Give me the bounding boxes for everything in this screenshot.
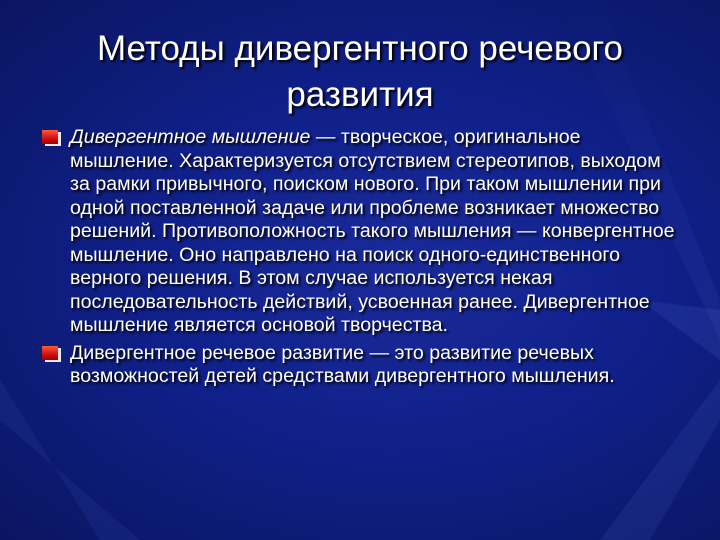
- bullet-square-icon: [42, 346, 58, 360]
- bullet-item-divergent-thinking: [42, 126, 682, 338]
- bullet-term: Дивергентное мышление: [70, 126, 311, 148]
- slide-title: Методы дивергентного речевого развития: [97, 29, 623, 114]
- bullet-item-divergent-speech: [42, 342, 682, 389]
- bullet-square-icon: [42, 130, 58, 144]
- slide-content: [42, 126, 682, 389]
- bullet-text: — творческое, оригинальное мышление. Характеризуется отсутствием стереотипов, выходом за рамки привычного, поиском нового. При таком мышлении при одной поставленной задаче или проблеме возникает множество решений. Противоположность такого мышления — конвергентное мышление. Оно направлено на поиск одного-единственного верного решения. В этом случае используется некая последовательность действий, усвоенная ранее. Дивергентное мышление является основой творчества.: [70, 126, 675, 336]
- bullet-text: Дивергентное речевое развитие — это развитие речевых возможностей детей средствами дивергентного мышления.: [70, 341, 615, 387]
